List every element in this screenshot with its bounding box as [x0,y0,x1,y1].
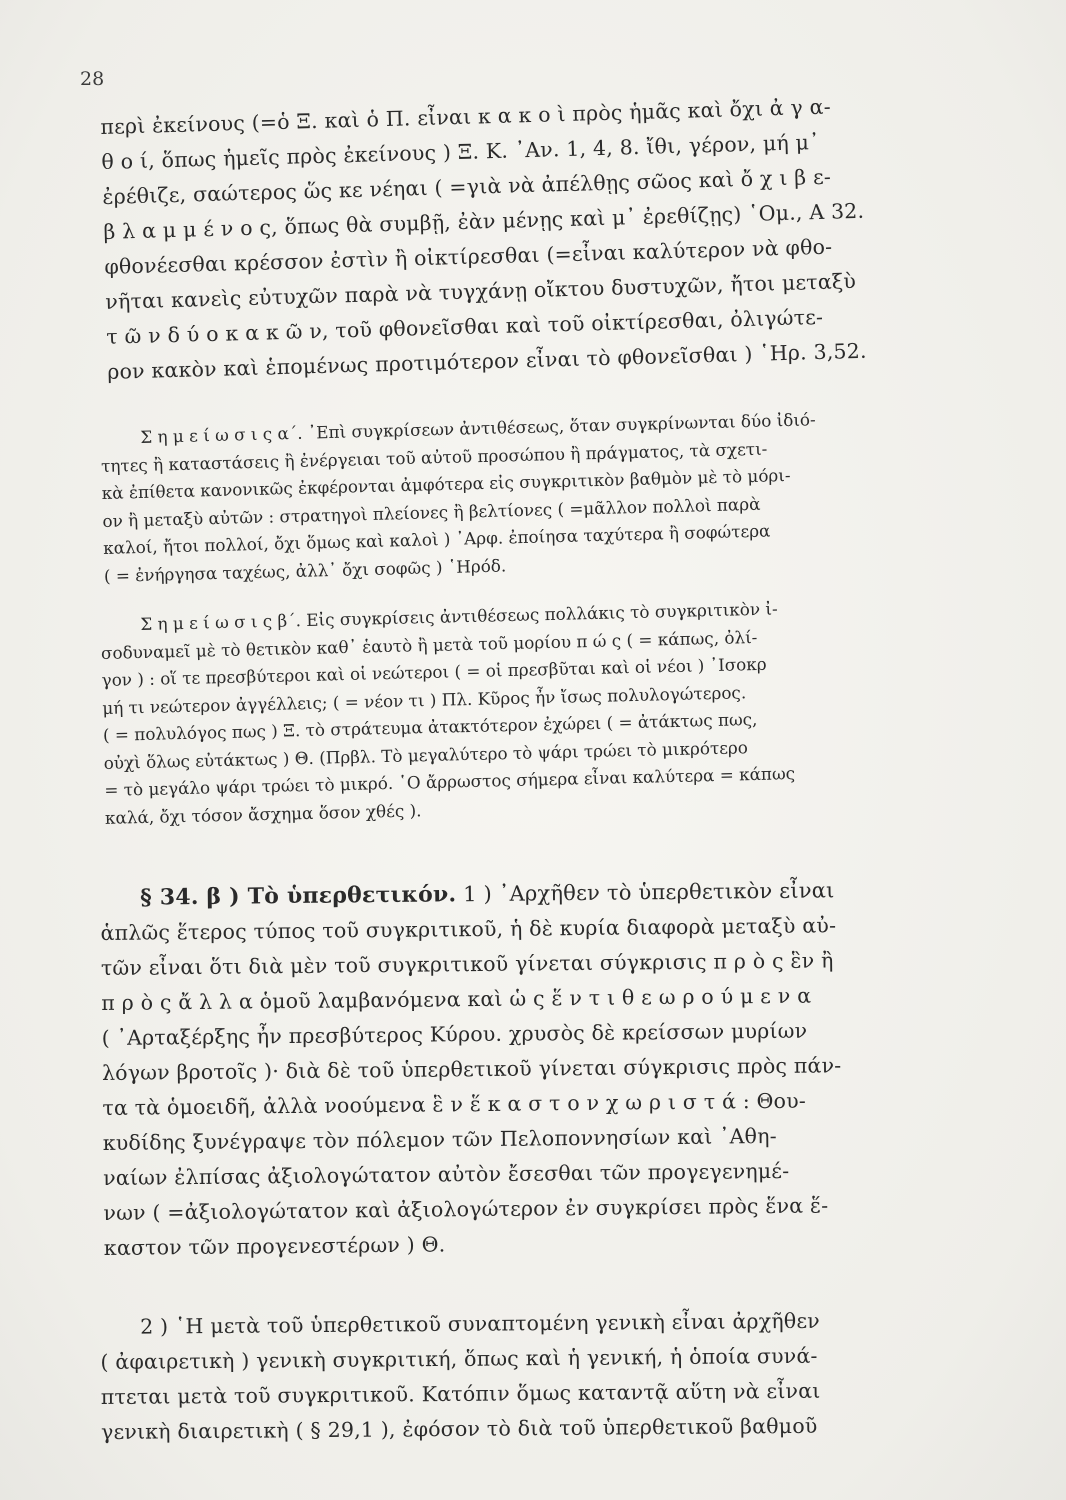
text-line: περὶ ἐκείνους (=ὁ Ξ. καὶ ὁ Π. εἶναι κ α κ ο ὶ πρὸς ἡμᾶς καὶ ὄχι ἀ γ α- [100,94,832,139]
text-line: ἁπλῶς ἕτερος τύπος τοῦ συγκριτικοῦ, ἡ δὲ κυρία διαφορὰ μεταξὺ αὐ- [100,913,837,945]
text-line: πτεται μετὰ τοῦ συγκριτικοῦ. Κατόπιν ὅμως καταντᾷ αὕτη νὰ εἶναι [100,1378,821,1409]
note-line: κὰ ἐπίθετα κανονικῶς ἐκφέρονται ἀμφότερα εἰς συγκριτικὸν βαθμὸν μὲ τὸ μόρι- [101,464,791,503]
text-line: ἐρέθιζε, σαώτερος ὥς κε νέηαι ( =γιὰ νὰ ἀπέλθῃς σῶος καὶ ὄ χ ι β ε- [102,164,832,209]
note-line: Σ η μ ε ί ω σ ι ς α΄. ᾿Επὶ συγκρίσεων ἀντιθέσεως, ὅταν συγκρίνωνται δύο ἰδιό- [140,409,816,447]
text-line: 2 ) ῾Η μετὰ τοῦ ὑπερθετικοῦ συναπτομένη γενικὴ εἶναι ἀρχῆθεν [140,1308,820,1339]
note-line: οὐχὶ ὅλως εὐτάκτως ) Θ. (Πρβλ. Τὸ μεγαλύτερο τὸ ψάρι τρώει τὸ μικρότερο [103,736,749,773]
note-line: ον ἢ μεταξὺ αὐτῶν : στρατηγοὶ πλείονες ἢ βελτίονες ( =μᾶλλον πολλοὶ παρὰ [102,493,761,531]
text-line: καστον τῶν προγενεστέρων ) Θ. [103,1232,446,1260]
text-line: π ρ ὸ ς ἄ λ λ α ὁμοῦ λαμβανόμενα καὶ ὡ ς ἕ ν τ ι θ ε ω ρ ο ύ μ ε ν α [101,983,812,1015]
section-title: § 34. β ) Τὸ ὑπερθετικόν. [140,881,457,911]
text-line: νῆται κανεὶς εὐτυχῶν παρὰ νὰ τυγχάνῃ οἴκτου δυστυχῶν, ἤτοι μεταξὺ [105,268,857,314]
text-line: β λ α μ μ έ ν ο ς, ὅπως θὰ συμβῇ, ἐὰν μένῃς καὶ μ᾿ ἐρεθίζῃς) ῾Ομ., Α 32. [103,198,865,244]
note-line: μή τι νεώτερον ἀγγέλλεις; ( = νέον τι ) Πλ. Κῦρος ἦν ἴσως πολυλογώτερος. [102,681,747,718]
text-line: νων ( =ἀξιολογώτατον καὶ ἀξιολογώτερον ἐν συγκρίσει πρὸς ἕνα ἕ- [103,1193,829,1225]
section-first-line: 1 ) ᾿Αρχῆθεν τὸ ὑπερθετικὸν εἶναι [463,878,835,907]
note-line: καλοί, ἤτοι πολλοί, ὄχι ὅμως καὶ καλοὶ ) ᾿Αρφ. ἐποίησα ταχύτερα ἢ σοφώτερα [102,520,771,558]
text-line: λόγων βροτοῖς )· διὰ δὲ τοῦ ὑπερθετικοῦ γίνεται σύγκρισις πρὸς πάν- [101,1053,842,1085]
paragraph-examples [100,85,997,390]
text-line: γενικὴ διαιρετικὴ ( § 29,1 ), ἐφόσον τὸ διὰ τοῦ ὑπερθετικοῦ βαθμοῦ [100,1413,818,1444]
text-line: θ ο ί, ὅπως ἡμεῖς πρὸς ἐκείνους ) Ξ. Κ. ᾿Αν. 1, 4, 8. ἴθι, γέρον, μή μ᾿ [101,129,820,174]
note-line: σοδυναμεῖ μὲ τὸ θετικὸν καθ᾿ ἑαυτὸ ἢ μετὰ τοῦ μορίου π ώ ς ( = κάπως, ὀλί- [100,626,758,663]
note-beta [100,590,995,832]
text-line: τῶν εἶναι ὅτι διὰ μὲν τοῦ συγκριτικοῦ γίνεται σύγκρισις π ρ ὸ ς ἓν ἢ [100,948,834,980]
text-line: ( ᾿Αρταξέρξης ἦν πρεσβύτερος Κύρου. χρυσὸς δὲ κρείσσων μυρίων [101,1018,808,1050]
note-line: ( = πολυλόγος πως ) Ξ. τὸ στράτευμα ἀτακτότερον ἐχώρει ( = ἀτάκτως πως, [102,708,758,745]
text-line: ( ἀφαιρετικὴ ) γενικὴ συγκριτική, ὅπως καὶ ἡ γενική, ἡ ὁποία συνά- [100,1343,818,1374]
note-line: = τὸ μεγάλο ψάρι τρώει τὸ μικρό. ῾Ο ἄρρωστος σήμερα εἶναι καλύτερα = κάπως [104,763,796,800]
note-line: γον ) : οἵ τε πρεσβύτεροι καὶ οἱ νεώτεροι ( = οἱ πρεσβῦται καὶ οἱ νέοι ) ᾿Ισοκρ [101,653,767,690]
text-line: φθονέεσθαι κρέσσον ἐστὶν ἢ οἰκτίρεσθαι (=εἶναι καλύτερον νὰ φθο- [104,234,833,279]
note-line: καλά, ὄχι τόσον ἄσχημα ὅσον χθές ). [104,799,422,828]
section-34 [100,871,994,1266]
note-line: τητες ἢ καταστάσεις ἢ ἐνέργειαι τοῦ αὐτοῦ προσώπου ἢ πράγματος, τὰ σχετι- [100,438,768,476]
note-line: ( = ἐνήργησα ταχέως, ἀλλ᾿ ὄχι σοφῶς ) ῾Ηρόδ. [103,554,507,586]
text-line: τα τὰ ὁμοειδῆ, ἀλλὰ νοούμενα ἓ ν ἕ κ α σ τ ο ν χ ω ρ ι σ τ ά : Θου- [102,1088,807,1120]
text-line: ναίων ἐλπίσας ἀξιολογώτατον αὐτὸν ἔσεσθαι τῶν προγεγενημέ- [102,1158,790,1190]
note-line: Σ η μ ε ί ω σ ι ς β΄. Εἰς συγκρίσεις ἀντιθέσεως πολλάκις τὸ συγκριτικὸν ἰ- [140,598,778,635]
text-line: ρον κακὸν καὶ ἑπομένως προτιμότερον εἶναι τὸ φθονεῖσθαι ) ῾Ηρ. 3,52. [106,338,868,384]
text-line: τ ῶ ν δ ύ ο κ α κ ῶ ν, τοῦ φθονεῖσθαι καὶ τοῦ οἰκτίρεσθαι, ὀλιγώτε- [106,304,824,349]
paragraph-2 [100,1302,991,1450]
page-number: 28 [80,68,105,90]
note-alpha [100,402,994,590]
text-line: κυδίδης ξυνέγραψε τὸν πόλεμον τῶν Πελοποννησίων καὶ ᾿Αθη- [102,1123,777,1155]
